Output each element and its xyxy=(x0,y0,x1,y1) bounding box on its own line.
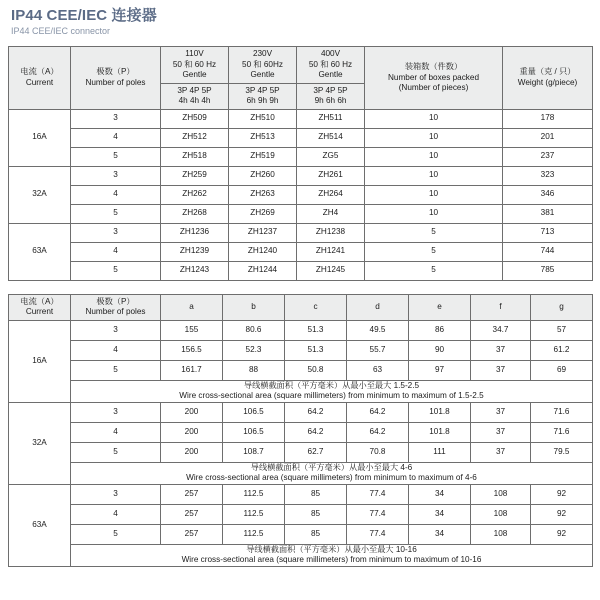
cell-v230: ZH1240 xyxy=(229,242,297,261)
cell-poles: 3 xyxy=(71,484,161,504)
cell-v400: ZH514 xyxy=(297,128,365,147)
wire-note-en: Wire cross-sectional area (square millimeters) from minimum to maximum of 1.5-2.5 xyxy=(179,391,484,400)
wire-cross-section-note xyxy=(71,380,593,402)
cell-poles: 5 xyxy=(71,360,161,380)
wire-note-row xyxy=(9,544,593,566)
cell-c: 85 xyxy=(285,504,347,524)
th-400v-volt: 400V xyxy=(320,49,341,58)
th-400v-poles: 3P 4P 5P xyxy=(313,85,348,95)
th-current-cn: 电流（A） xyxy=(20,67,59,77)
th2-dim-e: e xyxy=(409,294,471,320)
cell-v400: ZH1241 xyxy=(297,242,365,261)
wire-cross-section-note xyxy=(71,544,593,566)
table-row xyxy=(9,242,593,261)
cell-v230: ZH513 xyxy=(229,128,297,147)
th-weight xyxy=(503,47,593,110)
cell-poles: 4 xyxy=(71,504,161,524)
cell-current: 16A xyxy=(9,109,71,166)
cell-a: 257 xyxy=(161,504,223,524)
table2-header xyxy=(9,294,593,320)
cell-a: 200 xyxy=(161,442,223,462)
cell-poles: 3 xyxy=(71,402,161,422)
cell-weight: 713 xyxy=(503,223,593,242)
th-boxes-en2: (Number of pieces) xyxy=(398,83,469,92)
table-row xyxy=(9,442,593,462)
th-voltage-110v xyxy=(161,47,229,110)
cell-d: 64.2 xyxy=(347,402,409,422)
cell-v230: ZH260 xyxy=(229,166,297,185)
cell-c: 51.3 xyxy=(285,320,347,340)
cell-current: 63A xyxy=(9,484,71,566)
page-title-en: IP44 CEE/IEC connector xyxy=(11,26,111,36)
cell-weight: 381 xyxy=(503,204,593,223)
cell-g: 92 xyxy=(531,524,593,544)
cell-weight: 785 xyxy=(503,261,593,280)
cell-g: 71.6 xyxy=(531,402,593,422)
cell-v110: ZH1236 xyxy=(161,223,229,242)
cell-v400: ZG5 xyxy=(297,147,365,166)
cell-boxes: 10 xyxy=(365,185,503,204)
cell-poles: 4 xyxy=(71,128,161,147)
table2-body xyxy=(9,320,593,566)
th-110v-hz: 50 和 60 Hz xyxy=(172,59,217,69)
th-230v-hours: 6h 9h 9h xyxy=(246,96,279,105)
cell-c: 62.7 xyxy=(285,442,347,462)
cell-d: 64.2 xyxy=(347,422,409,442)
cell-g: 71.6 xyxy=(531,422,593,442)
cell-g: 92 xyxy=(531,504,593,524)
cell-poles: 5 xyxy=(71,261,161,280)
cell-v400: ZH1238 xyxy=(297,223,365,242)
table-row xyxy=(9,261,593,280)
cell-f: 37 xyxy=(471,360,531,380)
cell-a: 200 xyxy=(161,422,223,442)
cell-d: 77.4 xyxy=(347,504,409,524)
th2-current xyxy=(9,294,71,320)
th-230v-volt: 230V xyxy=(252,49,273,58)
th-400v-grade: Gentle xyxy=(318,70,343,79)
wire-note-cn: 导线横截面积（平方毫米）从最小至最大 10-16 xyxy=(246,544,417,554)
cell-poles: 3 xyxy=(71,223,161,242)
cell-boxes: 10 xyxy=(365,147,503,166)
cell-v230: ZH269 xyxy=(229,204,297,223)
cell-c: 50.8 xyxy=(285,360,347,380)
cell-boxes: 10 xyxy=(365,204,503,223)
wire-note-en: Wire cross-sectional area (square millimeters) from minimum to maximum of 4-6 xyxy=(186,473,477,482)
cell-b: 80.6 xyxy=(223,320,285,340)
th2-poles-cn: 极数（P） xyxy=(96,296,135,306)
cell-g: 69 xyxy=(531,360,593,380)
th-230v-poles: 3P 4P 5P xyxy=(245,85,280,95)
th-current xyxy=(9,47,71,110)
th-boxes-en1: Number of boxes packed xyxy=(387,72,480,82)
cell-d: 77.4 xyxy=(347,524,409,544)
cell-poles: 5 xyxy=(71,204,161,223)
table-row xyxy=(9,484,593,504)
cell-e: 34 xyxy=(409,504,471,524)
cell-f: 108 xyxy=(471,524,531,544)
cell-weight: 237 xyxy=(503,147,593,166)
dimension-table xyxy=(8,294,593,567)
cell-f: 37 xyxy=(471,340,531,360)
cell-f: 34.7 xyxy=(471,320,531,340)
cell-f: 108 xyxy=(471,484,531,504)
th2-poles xyxy=(71,294,161,320)
cell-e: 86 xyxy=(409,320,471,340)
cell-boxes: 10 xyxy=(365,166,503,185)
cell-f: 108 xyxy=(471,504,531,524)
table-row xyxy=(9,128,593,147)
cell-v110: ZH259 xyxy=(161,166,229,185)
th-110v-poles: 3P 4P 5P xyxy=(177,85,212,95)
cell-poles: 4 xyxy=(71,242,161,261)
cell-weight: 346 xyxy=(503,185,593,204)
cell-v110: ZH1239 xyxy=(161,242,229,261)
cell-e: 111 xyxy=(409,442,471,462)
cell-v110: ZH268 xyxy=(161,204,229,223)
table-row xyxy=(9,504,593,524)
cell-b: 106.5 xyxy=(223,422,285,442)
cell-boxes: 10 xyxy=(365,128,503,147)
cell-current: 32A xyxy=(9,166,71,223)
cell-v230: ZH1237 xyxy=(229,223,297,242)
th-weight-cn: 重量（克 / 只） xyxy=(519,67,576,77)
wire-note-en: Wire cross-sectional area (square millimeters) from minimum to maximum of 10-16 xyxy=(181,555,482,564)
cell-poles: 4 xyxy=(71,422,161,442)
cell-c: 64.2 xyxy=(285,402,347,422)
cell-a: 156.5 xyxy=(161,340,223,360)
th-110v-grade: Gentle xyxy=(182,70,207,79)
cell-f: 37 xyxy=(471,442,531,462)
th-400v-hz: 50 和 60 Hz xyxy=(308,59,353,69)
wire-note-cn: 导线横截面积（平方毫米）从最小至最大 1.5-2.5 xyxy=(243,380,420,390)
th-230v-grade: Gentle xyxy=(250,70,275,79)
cell-current: 63A xyxy=(9,223,71,280)
cell-v230: ZH510 xyxy=(229,109,297,128)
th-230v-hz: 50 和 60Hz xyxy=(242,59,283,69)
th2-poles-en: Number of poles xyxy=(85,307,146,316)
th2-current-en: Current xyxy=(25,307,54,316)
cell-g: 57 xyxy=(531,320,593,340)
wire-note-row xyxy=(9,462,593,484)
th-voltage-230v xyxy=(229,47,297,110)
cell-poles: 4 xyxy=(71,185,161,204)
th2-dim-d: d xyxy=(347,294,409,320)
cell-f: 37 xyxy=(471,422,531,442)
cell-g: 61.2 xyxy=(531,340,593,360)
th-voltage-400v xyxy=(297,47,365,110)
cell-d: 70.8 xyxy=(347,442,409,462)
cell-current: 16A xyxy=(9,320,71,402)
table-row xyxy=(9,223,593,242)
cell-e: 34 xyxy=(409,484,471,504)
th-110v-hours: 4h 4h 4h xyxy=(178,96,211,105)
th-poles xyxy=(71,47,161,110)
cell-poles: 4 xyxy=(71,340,161,360)
cell-weight: 178 xyxy=(503,109,593,128)
table-row xyxy=(9,524,593,544)
cell-poles: 3 xyxy=(71,109,161,128)
th-poles-en: Number of poles xyxy=(85,77,146,87)
cell-v400: ZH511 xyxy=(297,109,365,128)
th-110v-volt: 110V xyxy=(185,49,204,58)
cell-boxes: 5 xyxy=(365,242,503,261)
cell-poles: 3 xyxy=(71,166,161,185)
table1-body xyxy=(9,109,593,280)
cell-e: 90 xyxy=(409,340,471,360)
table-row xyxy=(9,185,593,204)
th-current-en: Current xyxy=(25,77,54,87)
cell-a: 257 xyxy=(161,484,223,504)
ordering-code-table xyxy=(8,46,593,281)
cell-d: 55.7 xyxy=(347,340,409,360)
cell-c: 85 xyxy=(285,524,347,544)
cell-b: 106.5 xyxy=(223,402,285,422)
table-row xyxy=(9,320,593,340)
cell-v110: ZH509 xyxy=(161,109,229,128)
table-row xyxy=(9,166,593,185)
cell-weight: 201 xyxy=(503,128,593,147)
table-row xyxy=(9,147,593,166)
cell-poles: 3 xyxy=(71,320,161,340)
cell-v110: ZH512 xyxy=(161,128,229,147)
cell-v400: ZH264 xyxy=(297,185,365,204)
cell-weight: 744 xyxy=(503,242,593,261)
th2-dim-a: a xyxy=(161,294,223,320)
table-row xyxy=(9,402,593,422)
cell-e: 97 xyxy=(409,360,471,380)
cell-poles: 5 xyxy=(71,442,161,462)
cell-boxes: 5 xyxy=(365,261,503,280)
cell-a: 257 xyxy=(161,524,223,544)
cell-v400: ZH1245 xyxy=(297,261,365,280)
cell-poles: 5 xyxy=(71,524,161,544)
th-boxes-cn: 装箱数（件数） xyxy=(404,62,463,71)
cell-v110: ZH1243 xyxy=(161,261,229,280)
th-poles-cn: 极数（P） xyxy=(96,67,135,77)
th2-dim-g: g xyxy=(531,294,593,320)
th2-current-cn: 电流（A） xyxy=(20,296,59,306)
cell-d: 63 xyxy=(347,360,409,380)
cell-g: 92 xyxy=(531,484,593,504)
cell-g: 79.5 xyxy=(531,442,593,462)
table1-header xyxy=(9,47,593,110)
cell-b: 52.3 xyxy=(223,340,285,360)
th-weight-en: Weight (g/piece) xyxy=(517,77,578,87)
th2-dim-f: f xyxy=(471,294,531,320)
table-row xyxy=(9,422,593,442)
table-row xyxy=(9,204,593,223)
table-row xyxy=(9,109,593,128)
table-row xyxy=(9,340,593,360)
cell-a: 200 xyxy=(161,402,223,422)
cell-v400: ZH4 xyxy=(297,204,365,223)
cell-v230: ZH1244 xyxy=(229,261,297,280)
cell-boxes: 10 xyxy=(365,109,503,128)
cell-boxes: 5 xyxy=(365,223,503,242)
cell-e: 101.8 xyxy=(409,402,471,422)
cell-c: 85 xyxy=(285,484,347,504)
table1-header-row xyxy=(9,47,593,110)
cell-v230: ZH263 xyxy=(229,185,297,204)
th-boxes-packed xyxy=(365,47,503,110)
wire-cross-section-note xyxy=(71,462,593,484)
cell-d: 77.4 xyxy=(347,484,409,504)
page-title-cn: IP44 CEE/IEC 连接器 xyxy=(11,7,157,24)
cell-e: 101.8 xyxy=(409,422,471,442)
cell-v400: ZH261 xyxy=(297,166,365,185)
cell-b: 112.5 xyxy=(223,524,285,544)
cell-b: 108.7 xyxy=(223,442,285,462)
cell-c: 64.2 xyxy=(285,422,347,442)
cell-c: 51.3 xyxy=(285,340,347,360)
table-row xyxy=(9,360,593,380)
cell-v230: ZH519 xyxy=(229,147,297,166)
cell-b: 88 xyxy=(223,360,285,380)
cell-b: 112.5 xyxy=(223,504,285,524)
table2-header-row xyxy=(9,294,593,320)
cell-d: 49.5 xyxy=(347,320,409,340)
cell-f: 37 xyxy=(471,402,531,422)
cell-current: 32A xyxy=(9,402,71,484)
cell-v110: ZH262 xyxy=(161,185,229,204)
cell-b: 112.5 xyxy=(223,484,285,504)
th-400v-hours: 9h 6h 6h xyxy=(314,96,347,105)
cell-v110: ZH518 xyxy=(161,147,229,166)
cell-e: 34 xyxy=(409,524,471,544)
wire-note-row xyxy=(9,380,593,402)
th2-dim-c: c xyxy=(285,294,347,320)
page-title xyxy=(8,7,592,37)
wire-note-cn: 导线横截面积（平方毫米）从最小至最大 4-6 xyxy=(250,462,413,472)
cell-a: 155 xyxy=(161,320,223,340)
cell-weight: 323 xyxy=(503,166,593,185)
cell-poles: 5 xyxy=(71,147,161,166)
cell-a: 161.7 xyxy=(161,360,223,380)
th2-dim-b: b xyxy=(223,294,285,320)
